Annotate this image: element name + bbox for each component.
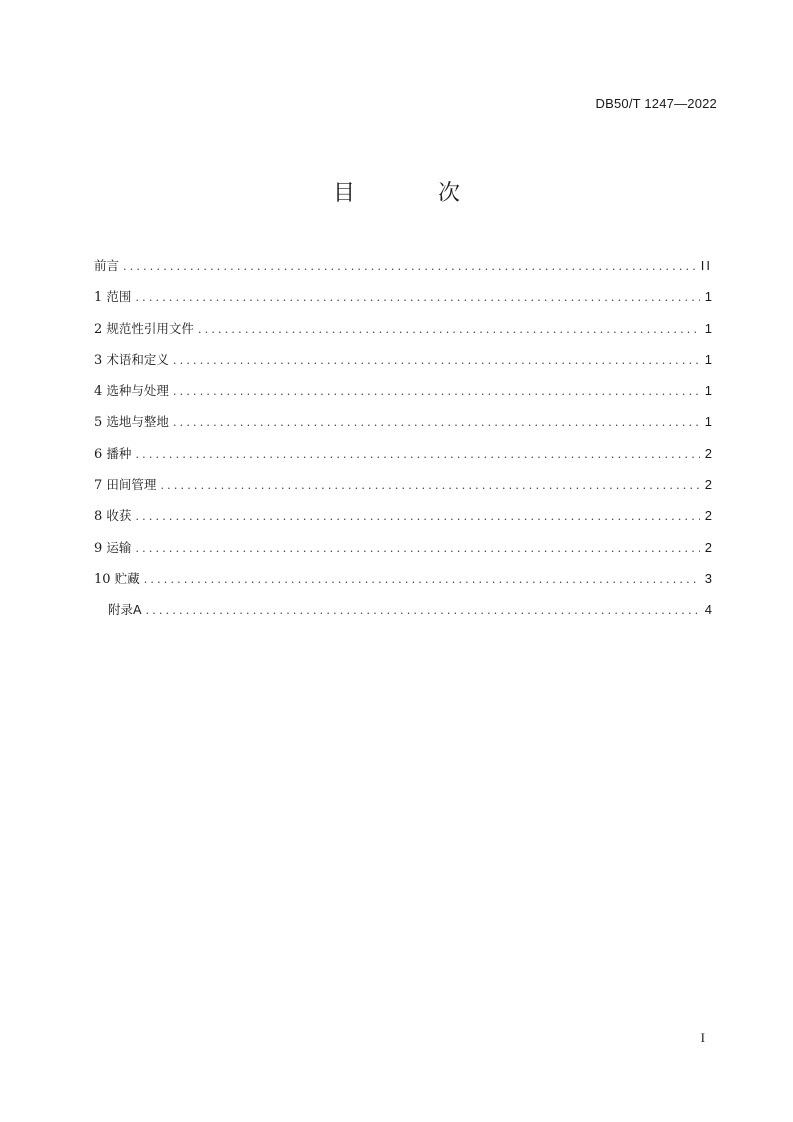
toc-entry-label: 贮藏 [114,570,140,586]
toc-entry-label: 规范性引用文件 [106,320,194,336]
toc-entry-page: 3 [704,570,712,586]
toc-entry-label: 运输 [106,539,132,555]
toc-entry-label: 附录A [108,602,142,618]
toc-entry-seed-selection[interactable] [94,379,712,410]
toc-entry-transport[interactable] [94,536,712,567]
page-number: I [700,1030,705,1045]
toc-leader-dots [146,599,700,623]
toc-leader-dots [135,537,700,561]
toc-entry-label: 选地与整地 [106,414,169,430]
toc-entry-label: 选种与处理 [106,383,169,399]
toc-entry-page: 1 [704,414,712,430]
table-of-contents [94,254,712,630]
toc-entry-number: 10 [94,571,111,587]
toc-entry-page: 2 [704,477,712,493]
toc-entry-sowing[interactable] [94,442,712,473]
toc-entry-label: 播种 [106,445,132,461]
toc-entry-page: 4 [704,602,712,618]
toc-entry-number: 6 [94,446,103,462]
toc-entry-page: 2 [704,508,712,524]
toc-leader-dots [173,349,700,373]
toc-entry-page: 1 [704,351,712,367]
toc-entry-number: 1 [94,290,103,306]
toc-entry-storage[interactable] [94,567,712,598]
toc-leader-dots [173,380,700,404]
page-title: 目 次 [333,181,498,206]
toc-entry-page: 1 [704,289,712,305]
toc-entry-page: 1 [704,320,712,336]
toc-entry-number: 2 [94,321,103,337]
toc-entry-site-preparation[interactable] [94,410,712,441]
toc-entry-number: 5 [94,415,103,431]
toc-entry-page: II [700,258,712,273]
toc-entry-label: 范围 [106,289,132,305]
toc-entry-foreword[interactable] [94,254,712,285]
toc-entry-harvest[interactable] [94,504,712,535]
toc-entry-scope[interactable] [94,285,712,316]
toc-entry-terms-definitions[interactable] [94,348,712,379]
document-code: DB50/T 1247—2022 [595,96,717,111]
toc-entry-appendix-a[interactable] [94,598,712,629]
toc-entry-number: 3 [94,352,103,368]
toc-leader-dots [198,318,700,342]
toc-entry-page: 2 [704,539,712,555]
toc-leader-dots [135,443,700,467]
toc-entry-label: 前言 [94,258,120,273]
toc-entry-number: 7 [94,478,103,494]
toc-entry-normative-references[interactable] [94,317,712,348]
toc-leader-dots [173,411,700,435]
toc-leader-dots [160,474,700,498]
toc-entry-label: 田间管理 [106,477,157,493]
toc-entry-number: 8 [94,509,103,525]
toc-leader-dots [135,286,700,310]
toc-entry-page: 2 [704,445,712,461]
toc-leader-dots [123,255,697,279]
toc-entry-number: 4 [94,384,103,400]
toc-entry-label: 收获 [106,508,132,524]
toc-entry-field-management[interactable] [94,473,712,504]
toc-entry-page: 1 [704,383,712,399]
toc-entry-label: 术语和定义 [106,351,169,367]
toc-leader-dots [135,505,700,529]
toc-entry-number: 9 [94,540,103,556]
toc-leader-dots [144,568,700,592]
